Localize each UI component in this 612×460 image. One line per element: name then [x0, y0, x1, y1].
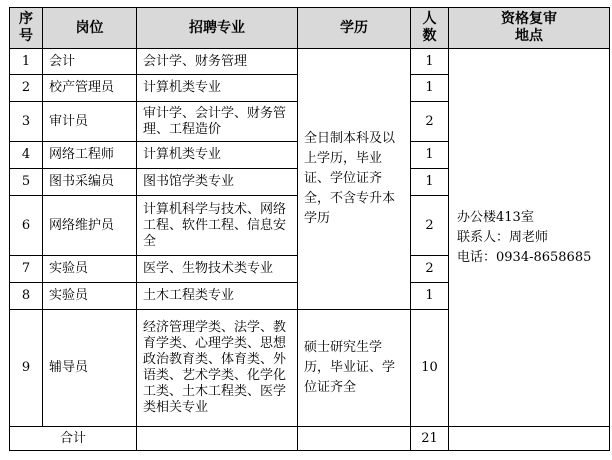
row-position: 网络工程师	[43, 142, 137, 169]
row-count: 2	[411, 196, 449, 256]
row-seq: 1	[10, 49, 43, 75]
row-major: 审计学、会计学、财务管理、工程造价	[137, 102, 298, 142]
row-major: 医学、生物技术类专业	[137, 256, 298, 283]
row-position: 辅导员	[43, 310, 137, 427]
education-group-2: 硕士研究生学历，毕业证、学位证齐全	[298, 310, 411, 427]
row-position: 审计员	[43, 102, 137, 142]
header-row	[10, 8, 610, 49]
row-seq: 7	[10, 256, 43, 283]
row-major: 计算机类专业	[137, 75, 298, 102]
row-seq: 8	[10, 283, 43, 310]
recruitment-table	[9, 7, 610, 451]
row-position: 实验员	[43, 283, 137, 310]
row-position: 图书采编员	[43, 169, 137, 196]
header-position: 岗位	[43, 8, 137, 49]
row-count: 1	[411, 75, 449, 102]
total-empty-education	[298, 427, 411, 451]
header-location: 资格复审 地点	[449, 8, 610, 49]
row-position: 校产管理员	[43, 75, 137, 102]
row-seq: 9	[10, 310, 43, 427]
row-count: 1	[411, 49, 449, 75]
row-major: 图书馆学类专业	[137, 169, 298, 196]
header-count: 人 数	[411, 8, 449, 49]
row-position: 网络维护员	[43, 196, 137, 256]
row-count: 10	[411, 310, 449, 427]
row-seq: 6	[10, 196, 43, 256]
header-seq: 序 号	[10, 8, 43, 49]
row-major: 土木工程类专业	[137, 283, 298, 310]
education-group-1: 全日制本科及以上学历，毕业证、学位证齐全，不含专升本学历	[298, 49, 411, 310]
row-count: 2	[411, 256, 449, 283]
row-count: 2	[411, 102, 449, 142]
row-major: 计算机类专业	[137, 142, 298, 169]
row-seq: 3	[10, 102, 43, 142]
row-seq: 4	[10, 142, 43, 169]
table-row	[10, 49, 610, 75]
row-seq: 5	[10, 169, 43, 196]
row-count: 1	[411, 142, 449, 169]
total-row	[10, 427, 610, 451]
row-position: 会计	[43, 49, 137, 75]
header-education: 学历	[298, 8, 411, 49]
total-empty-location	[449, 427, 610, 451]
row-seq: 2	[10, 75, 43, 102]
total-empty-major	[137, 427, 298, 451]
row-major: 计算机科学与技术、网络工程、软件工程、信息安全	[137, 196, 298, 256]
row-major: 经济管理学类、法学、教育学类、心理学类、思想政治教育类、体育类、外语类、艺术学类、化学化工类、土木工程类、医学类相关专业	[137, 310, 298, 427]
row-position: 实验员	[43, 256, 137, 283]
row-major: 会计学、财务管理	[137, 49, 298, 75]
header-major: 招聘专业	[137, 8, 298, 49]
review-location: 办公楼413室 联系人：周老师 电话：0934-8658685	[449, 49, 610, 427]
row-count: 1	[411, 283, 449, 310]
row-count: 1	[411, 169, 449, 196]
total-label: 合计	[10, 427, 137, 451]
total-count: 21	[411, 427, 449, 451]
